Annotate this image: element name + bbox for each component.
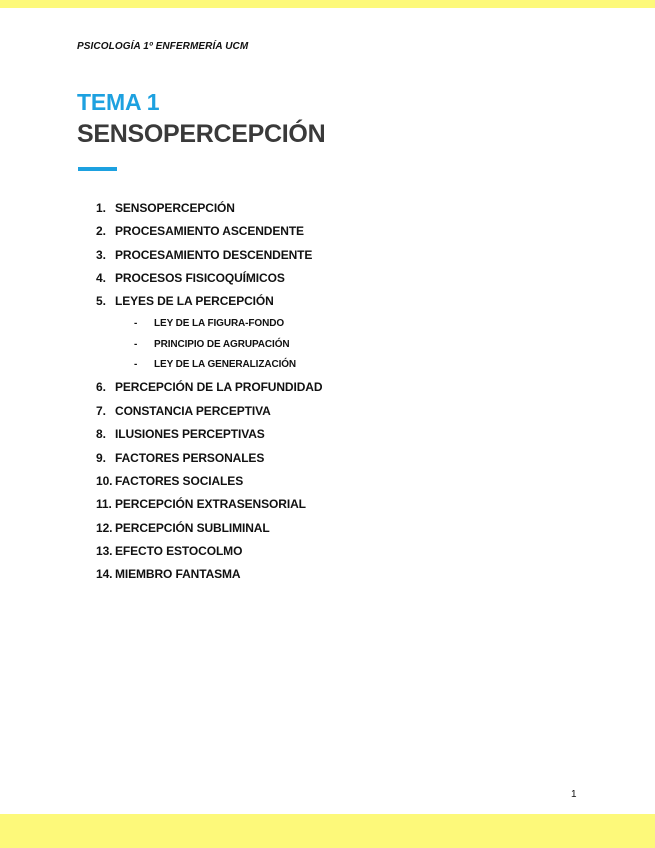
- toc-subitem-bullet: -: [134, 318, 138, 329]
- toc-item-5: [96, 294, 274, 308]
- toc-item-4: [96, 271, 285, 285]
- toc-item-number: 9.: [96, 451, 106, 465]
- title-accent-rule: [78, 167, 117, 171]
- toc-item-number: 3.: [96, 248, 106, 262]
- toc-subitem-label: LEY DE LA GENERALIZACIÓN: [154, 359, 297, 370]
- toc-item-label: FACTORES SOCIALES: [115, 474, 244, 488]
- toc-subitem-bullet: -: [134, 339, 138, 350]
- toc-subitem-2: [134, 339, 290, 351]
- toc-item-number: 2.: [96, 224, 106, 238]
- toc-item-number: 12.: [96, 521, 113, 535]
- topic-title: TEMA 1: [77, 89, 160, 115]
- toc-item-number: 13.: [96, 544, 113, 558]
- toc-item-label: PERCEPCIÓN SUBLIMINAL: [115, 521, 270, 535]
- top-color-band: [0, 0, 655, 8]
- toc-item-11: [96, 497, 306, 511]
- toc-item-label: PERCEPCIÓN EXTRASENSORIAL: [115, 497, 306, 511]
- bottom-color-band: [0, 814, 655, 848]
- toc-item-label: PROCESAMIENTO DESCENDENTE: [115, 248, 313, 262]
- toc-item-14: [96, 567, 241, 581]
- toc-item-number: 1.: [96, 201, 106, 215]
- toc-item-12: [96, 521, 270, 535]
- toc-item-label: ILUSIONES PERCEPTIVAS: [115, 427, 265, 441]
- toc-item-number: 8.: [96, 427, 106, 441]
- toc-item-number: 4.: [96, 271, 106, 285]
- toc-subitem-1: [134, 318, 284, 330]
- toc-item-3: [96, 248, 312, 262]
- toc-subitem-bullet: -: [134, 359, 138, 370]
- toc-item-13: [96, 544, 242, 558]
- toc-item-number: 10.: [96, 474, 113, 488]
- toc-item-6: [96, 380, 322, 394]
- toc-item-label: PROCESAMIENTO ASCENDENTE: [115, 224, 304, 238]
- toc-item-label: SENSOPERCEPCIÓN: [115, 201, 235, 215]
- toc-item-label: MIEMBRO FANTASMA: [115, 567, 241, 581]
- toc-item-9: [96, 451, 264, 465]
- toc-item-label: PERCEPCIÓN DE LA PROFUNDIDAD: [115, 380, 323, 394]
- toc-item-number: 7.: [96, 404, 106, 418]
- toc-item-label: LEYES DE LA PERCEPCIÓN: [115, 294, 274, 308]
- toc-item-label: PROCESOS FISICOQUÍMICOS: [115, 271, 285, 285]
- toc-item-label: FACTORES PERSONALES: [115, 451, 265, 465]
- toc-item-number: 6.: [96, 380, 106, 394]
- toc-item-10: [96, 474, 243, 488]
- course-header: PSICOLOGÍA 1º ENFERMERÍA UCM: [77, 41, 249, 52]
- toc-item-8: [96, 427, 265, 441]
- toc-item-1: [96, 201, 235, 215]
- toc-item-number: 11.: [96, 497, 112, 511]
- toc-subitem-label: LEY DE LA FIGURA-FONDO: [154, 318, 285, 329]
- toc-item-label: CONSTANCIA PERCEPTIVA: [115, 404, 271, 418]
- page-title: SENSOPERCEPCIÓN: [77, 120, 326, 148]
- toc-item-number: 5.: [96, 294, 106, 308]
- toc-item-2: [96, 224, 304, 238]
- page-number: 1: [571, 789, 577, 800]
- toc-item-number: 14.: [96, 567, 113, 581]
- toc-item-label: EFECTO ESTOCOLMO: [115, 544, 243, 558]
- toc-item-7: [96, 404, 271, 418]
- toc-subitem-label: PRINCIPIO DE AGRUPACIÓN: [154, 339, 290, 350]
- toc-subitem-3: [134, 359, 296, 371]
